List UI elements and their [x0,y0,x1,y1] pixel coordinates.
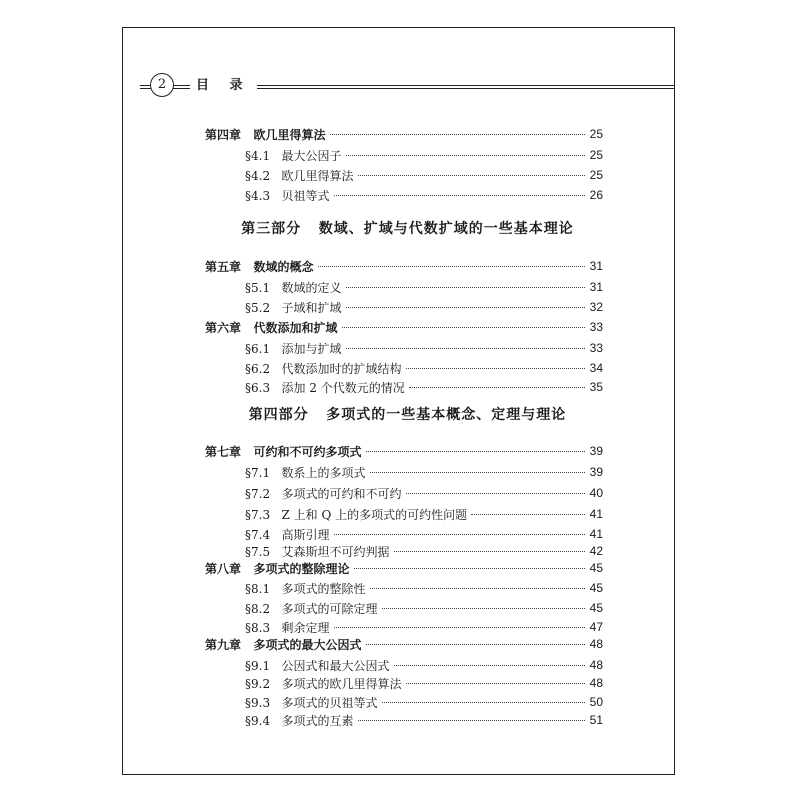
dot-leader [370,578,585,589]
toc-entry-page: 48 [589,637,603,651]
toc-entry-page: 25 [589,148,603,162]
toc-entry-label: 第四章 欧几里得算法 [205,127,326,142]
toc-chapter-entry [205,441,603,461]
header-title: 目 录 [190,74,257,93]
toc-entry-page: 47 [589,620,603,634]
toc-entry-page: 41 [589,507,603,521]
toc-section-entry [245,692,603,712]
toc-entry-label: §4.2 欧几里得算法 [245,168,354,183]
toc-chapter-entry [205,558,603,578]
toc-entry-page: 51 [589,713,603,727]
dot-leader [318,256,585,267]
toc-entry-label: §6.3 添加 2 个代数元的情况 [245,380,405,395]
toc-entry-label: §7.5 艾森斯坦不可约判据 [245,544,390,559]
dot-leader [382,598,585,609]
toc-entry-label: §5.1 数域的定义 [245,280,342,295]
toc-entry-page: 35 [589,380,603,394]
toc-entry-label: 第八章 多项式的整除理论 [205,561,350,576]
toc-section-entry [245,165,603,185]
dot-leader [394,541,585,552]
toc-entry-label: §7.1 数系上的多项式 [245,465,366,480]
toc-entry-page: 48 [589,658,603,672]
dot-leader [346,297,585,308]
toc-section-entry [245,297,603,317]
dot-leader [334,524,585,535]
toc-entry-label: §7.3 Z 上和 Q 上的多项式的可约性问题 [245,507,468,522]
toc-entry-label: §5.2 子域和扩域 [245,300,342,315]
page-number: 2 [150,73,174,97]
toc-entry-page: 48 [589,676,603,690]
part-heading-3: 第三部分 数域、扩域与代数扩域的一些基本理论 [241,221,574,237]
dot-leader [394,655,585,666]
toc-entry-label: §4.1 最大公因子 [245,148,342,163]
toc-entry-page: 42 [589,544,603,558]
toc-chapter-entry [205,634,603,654]
toc-entry-label: 第七章 可约和不可约多项式 [205,444,362,459]
toc-section-entry [245,377,603,397]
dot-leader [366,441,585,452]
dot-leader [370,462,585,473]
toc-section-entry [245,358,603,378]
dot-leader [354,558,585,569]
dot-leader [358,710,585,721]
dot-leader [382,692,585,703]
toc-section-entry [245,578,603,598]
toc-entry-page: 26 [589,188,603,202]
dot-leader [358,165,585,176]
toc-section-entry [245,338,603,358]
dot-leader [366,634,585,645]
dot-leader [334,617,585,628]
toc-entry-label: §6.1 添加与扩域 [245,341,342,356]
toc-entry-label: §8.1 多项式的整除性 [245,581,366,596]
toc-chapter-entry [205,256,603,276]
toc-section-entry [245,185,603,205]
toc-entry-page: 33 [589,341,603,355]
toc-entry-label: §7.4 高斯引理 [245,527,330,542]
toc-entry-page: 31 [589,259,603,273]
toc-entry-page: 39 [589,465,603,479]
toc-entry-label: §6.2 代数添加时的扩域结构 [245,361,402,376]
toc-entry-page: 34 [589,361,603,375]
toc-section-entry [245,277,603,297]
part-heading-4: 第四部分 多项式的一些基本概念、定理与理论 [248,407,567,423]
toc-section-entry [245,655,603,675]
toc-entry-page: 45 [589,581,603,595]
toc-entry-label: §8.2 多项式的可除定理 [245,601,378,616]
toc-entry-label: §9.1 公因式和最大公因式 [245,658,390,673]
dot-leader [346,145,585,156]
toc-chapter-entry [205,317,603,337]
toc-entry-page: 41 [589,527,603,541]
toc-section-entry [245,673,603,693]
toc-entry-page: 33 [589,320,603,334]
toc-section-entry [245,483,603,503]
dot-leader [406,673,585,684]
dot-leader [406,483,585,494]
toc-entry-label: §4.3 贝祖等式 [245,188,330,203]
toc-entry-page: 45 [589,601,603,615]
toc-entry-label: 第九章 多项式的最大公因式 [205,637,362,652]
toc-entry-page: 25 [589,168,603,182]
dot-leader [409,377,585,388]
dot-leader [346,338,585,349]
dot-leader [406,358,585,369]
toc-section-entry [245,710,603,730]
dot-leader [346,277,585,288]
toc-entry-page: 31 [589,280,603,294]
toc-section-entry [245,504,603,524]
toc-entry-page: 40 [589,486,603,500]
toc-entry-page: 45 [589,561,603,575]
dot-leader [330,124,585,135]
dot-leader [471,504,585,515]
dot-leader [334,185,585,196]
toc-entry-label: §9.2 多项式的欧几里得算法 [245,676,402,691]
toc-section-entry [245,145,603,165]
toc-entry-label: 第五章 数域的概念 [205,259,314,274]
toc-entry-label: 第六章 代数添加和扩域 [205,320,338,335]
toc-entry-label: §8.3 剩余定理 [245,620,330,635]
toc-entry-page: 50 [589,695,603,709]
dot-leader [342,317,585,328]
toc-entry-page: 25 [589,127,603,141]
toc-section-entry [245,598,603,618]
toc-section-entry [245,462,603,482]
running-header [140,68,675,108]
toc-chapter-entry [205,124,603,144]
toc-entry-label: §7.2 多项式的可约和不可约 [245,486,402,501]
toc-entry-page: 39 [589,444,603,458]
toc-entry-page: 32 [589,300,603,314]
toc-entry-label: §9.3 多项式的贝祖等式 [245,695,378,710]
toc-entry-label: §9.4 多项式的互素 [245,713,354,728]
